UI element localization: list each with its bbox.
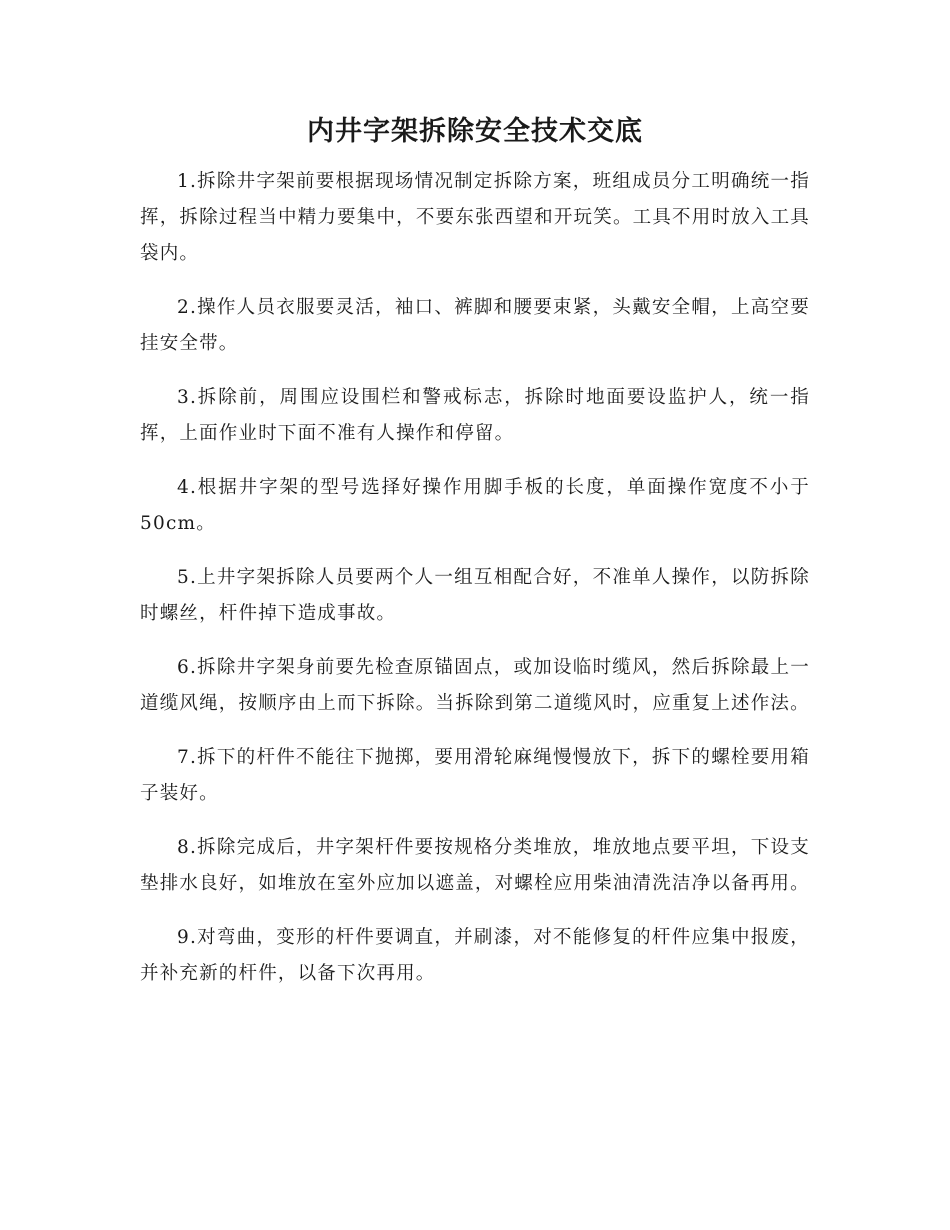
paragraph-2: 2.操作人员衣服要灵活，袖口、裤脚和腰要束紧，头戴安全帽，上高空要挂安全带。 [140,297,810,354]
paragraph-8: 8.拆除完成后，井字架杆件要按规格分类堆放，堆放地点要平坦，下设支垫排水良好，如堆放在室外应加以遮盖，对螺栓应用柴油清洗洁净以备再用。 [140,837,810,894]
document-body [140,164,810,1010]
paragraph-9: 9.对弯曲，变形的杆件要调直，并刷漆，对不能修复的杆件应集中报废，并补充新的杆件，以备下次再用。 [140,927,810,984]
paragraph-7: 7.拆下的杆件不能往下抛掷，要用滑轮麻绳慢慢放下，拆下的螺栓要用箱子装好。 [140,747,810,804]
paragraph-1: 1.拆除井字架前要根据现场情况制定拆除方案，班组成员分工明确统一指挥，拆除过程当中精力要集中，不要东张西望和开玩笑。工具不用时放入工具袋内。 [140,171,810,264]
document-title: 内井字架拆除安全技术交底 [307,116,643,147]
paragraph-3: 3.拆除前，周围应设围栏和警戒标志，拆除时地面要设监护人，统一指挥，上面作业时下面不准有人操作和停留。 [140,387,810,444]
paragraph-6: 6.拆除井字架身前要先检查原锚固点，或加设临时缆风，然后拆除最上一道缆风绳，按顺序由上而下拆除。当拆除到第二道缆风时，应重复上述作法。 [140,657,810,714]
paragraph-4: 4.根据井字架的型号选择好操作用脚手板的长度，单面操作宽度不小于50cm。 [140,477,810,534]
paragraph-5: 5.上井字架拆除人员要两个人一组互相配合好，不准单人操作，以防拆除时螺丝，杆件掉下造成事故。 [140,567,810,624]
